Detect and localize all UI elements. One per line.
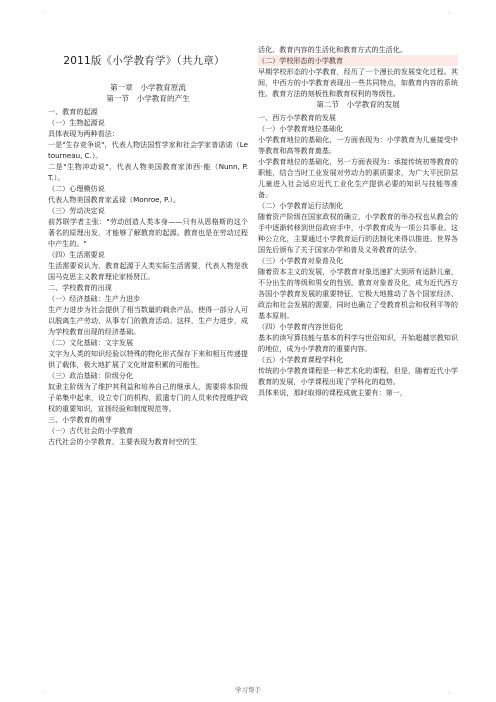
right-column — [258, 44, 458, 398]
paragraph: （二）小学教育运行法制化 — [258, 201, 344, 210]
paragraph: 前苏联学者主张："劳动创造人类本身——只有从恩格斯的这个著名的原理出发，才能够了解教育的起源。教育也是在劳动过程中产生的。" — [48, 217, 248, 248]
paragraph: （三）政治基础：阶级分化 — [48, 371, 134, 380]
header-dot-left: . — [44, 8, 46, 15]
footer-dot-left: . — [44, 688, 46, 695]
document-title: 2011版《小学教育学》（共九章） — [63, 55, 225, 67]
paragraph: 活化、教育内容的生活化和教育方式的生活化。 — [258, 45, 407, 54]
paragraph: 小学教育地位的基础化，另一方面表现为：承接传统初等教育的职能，结合当时工业发展对劳动力的素质要求，为广大平民阶层儿童进入社会适应近代工业化生产提供必要的知识与技能等准备。 — [258, 157, 458, 199]
paragraph: 一是"生存竞争说"，代表人物法国哲学家和社会学家普诺诺（Letourneau, C.）。 — [48, 140, 248, 160]
paragraph: （三）劳动决定说 — [48, 206, 105, 215]
paragraph: 奴隶主阶级为了维护其利益和培养自己的继承人，需要将本阶级子弟集中起来，设立专门的机构，派遣专门的人员来传授维护政权的重要知识，宣扬经验和制度规范等。 — [48, 382, 248, 413]
footer-dot-right: . — [448, 688, 450, 695]
paragraph: 生产力进步为社会提供了相当数量的剩余产品，使得一部分人可以脱离生产劳动，从事专门的教育活动。这样，生产力进步，成为学校教育出现的经济基础。 — [48, 305, 248, 336]
paragraph: 二、学校教育的出现 — [48, 283, 112, 292]
paragraph: （一）小学教育地位基础化 — [258, 124, 344, 133]
paragraph: 具体表现为两种看法： — [48, 129, 119, 138]
paragraph: 一、教育的起源 — [48, 107, 98, 116]
paragraph: 文字为人类的知识经验以特殊的物化形式保存下来和相互传递提供了载体，极大地扩展了文化财富积累的可能性。 — [48, 349, 248, 369]
paragraph: 早期学校形态的小学教育，经历了一个漫长的发展变化过程。其间，中西方的小学教育表现出一些共同特点，如教育内容的系统性、教育方法的刻板性和教育权利的等级性。 — [258, 67, 458, 98]
paragraph: （一）古代社会的小学教育 — [48, 426, 134, 435]
paragraph: 基本的读写算技能与基本的科学与世俗知识，开始超越宗教知识的地位，成为小学教育的重要内容。 — [258, 333, 458, 353]
paragraph: 生活需要说认为，教育起源于人类实际生活需要，代表人物是我国马克思主义教育理论家杨贤江。 — [48, 261, 248, 281]
paragraph: 三、小学教育的萌芽 — [48, 415, 112, 424]
paragraph: （二）心理模仿说 — [48, 184, 105, 193]
paragraph: 一、西方小学教育的发展 — [258, 113, 337, 122]
paragraph: （一）经济基础：生产力进步 — [48, 294, 141, 303]
paragraph: 随着资产阶级在国家政权的确立，小学教育的举办权也从教会的手中逐渐转移到世俗政府手中，小学教育成为一项公共事业。这种公立化，主要通过小学教育运行的法制化来得以推进。世界各国先后颁布了关于国家办学和普及义务教育的法令。 — [258, 212, 458, 254]
paragraph: 小学教育地位的基础化，一方面表现为：小学教育为儿童接受中等教育和高等教育奠基。 — [258, 135, 458, 155]
paragraph: （三）小学教育对象普及化 — [258, 256, 344, 265]
paragraph: （五）小学教育课程学科化 — [258, 355, 344, 364]
paragraph: 具体来说，那时取得的课程成就主要有：第一， — [258, 388, 407, 397]
paragraph: 古代社会的小学教育，主要表现为教育时空的生 — [48, 437, 197, 446]
paragraph: 二是"生物冲动说"，代表人物美国教育家沛西·能（Nunn, P. T.）。 — [48, 162, 248, 182]
section-heading: 第一章 小学教育原流 — [110, 83, 186, 92]
left-column — [48, 76, 248, 447]
footer-text: 学习帮手 — [235, 686, 261, 694]
paragraph: （一）生物起源说 — [48, 118, 105, 127]
paragraph: （四）生活需要说 — [48, 250, 105, 259]
paragraph: （二）学校形态的小学教育 — [258, 55, 458, 66]
paragraph: （二）文化基础：文字发展 — [48, 338, 134, 347]
paragraph: （四）小学教育内容世俗化 — [258, 322, 344, 331]
header-dot-right: . — [448, 8, 450, 15]
paragraph: 传统的小学教育课程是一种艺术化的课程，但是，随着近代小学教育的发展，小学课程出现了学科化的趋势。 — [258, 366, 458, 386]
section-heading: 第二节 小学教育的发展 — [316, 100, 400, 109]
paragraph: 随着资本主义的发展，小学教育对象迅速扩大到所有适龄儿童，不分出生的等级和男女的性别。教育对象普及化，成为近代西方各国小学教育发展的重要特征，它极大地推动了各个国家经济、政治和社会发展的需要，同时也确立了受教育机会和权利平等的基本原则。 — [258, 267, 458, 320]
paragraph: 代表人物美国教育家孟禄（Monroe, P.）。 — [48, 195, 181, 204]
section-heading: 第一节 小学教育的产生 — [106, 94, 190, 103]
